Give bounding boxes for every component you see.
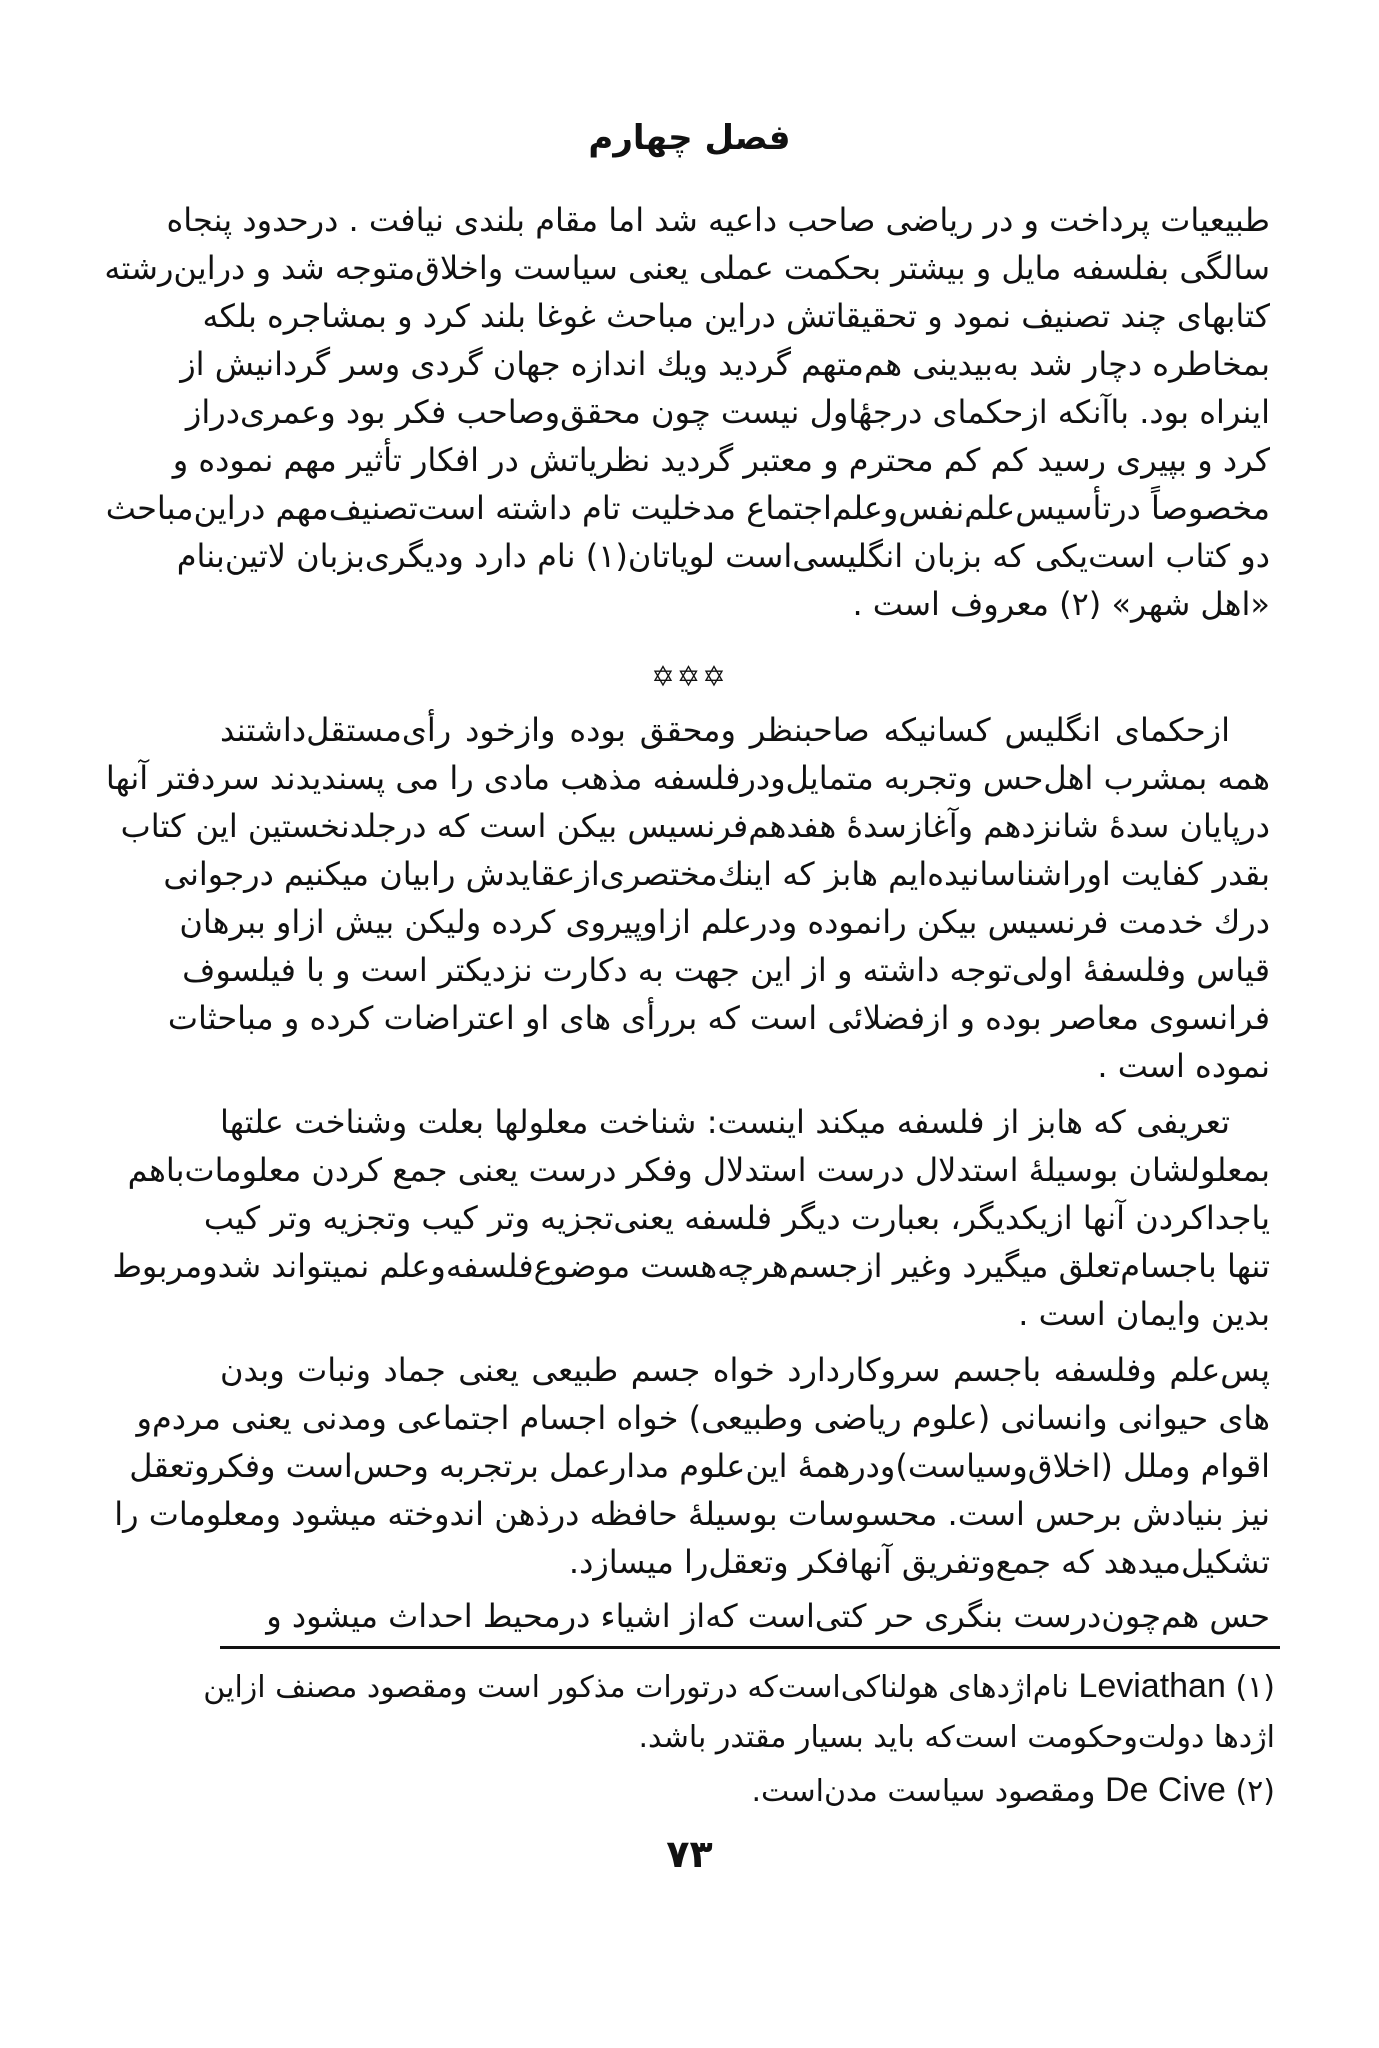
footnote-2: [225, 1764, 1275, 1816]
footnote-text: نام‌اژدهای هولناکی‌است‌که درتورات مذکور است ومقصود مصنف ازاین: [203, 1670, 1069, 1705]
text-line: تنها باجسام‌تعلق میگیرد وغیر ازجسم‌هرچه‌هست موضوع‌فلسفه‌وعلم نمیتواند شدومربوط: [112, 1247, 1270, 1285]
text-line: طبیعیات پرداخت و در ریاضی صاحب داعیه شد اما مقام بلندی نیافت . درحدود پنجاه: [166, 201, 1270, 239]
text-line: سالگی بفلسفه مایل و بیشتر بحکمت عملی یعنی سیاست واخلاق‌متوجه شد و دراین‌رشته: [104, 249, 1270, 287]
text-line: یاجداکردن آنها ازیکدیگر، بعبارت دیگر فلسفه یعنی‌تجزیه وتر کیب وتجزیه وتر کیب: [203, 1199, 1270, 1237]
footnotes: [203, 1660, 1275, 1816]
text-line: بقدر کفایت اوراشناسانیده‌ایم هابز که اینك‌مختصری‌ازعقایدش رابیان میکنیم درجوانی: [163, 855, 1270, 893]
text-line: های حیوانی وانسانی (علوم ریاضی وطبیعی) خواه اجسام اجتماعی ومدنی یعنی مردم‌و: [136, 1399, 1270, 1437]
section-divider-stars: ✡✡✡: [651, 660, 728, 693]
footnote-latin-term: De Cive: [1104, 1771, 1226, 1809]
text-line: درپایان سدهٔ شانزدهم وآغازسدهٔ هفدهم‌فرنسیس بیکن است که درجلدنخستین این کتاب: [120, 807, 1270, 845]
footnote-latin-term: Leviathan: [1078, 1667, 1226, 1705]
text-line: کرد و بپیری رسید کم کم محترم و معتبر گردید نظریاتش در افکار تأثیر مهم نموده و: [172, 441, 1270, 479]
footnote-number: (۱): [1235, 1670, 1275, 1705]
text-line: بمخاطره دچار شد به‌بیدینی هم‌متهم گردید ویك اندازه جهان گردی وسر گردانیش از: [180, 345, 1270, 383]
text-line: پس‌علم وفلسفه باجسم سروکاردارد خواه جسم طبیعی یعنی جماد ونبات وبدن: [220, 1351, 1270, 1389]
text-line: تشکیل‌میدهد که جمع‌وتفریق آنهافکر وتعقل‌را میسازد.: [568, 1543, 1270, 1581]
footnote-rule: [220, 1646, 1280, 1649]
text-line: فرانسوی معاصر بوده و ازفضلائی است که بررأی های او اعتراضات کرده و مباحثات: [167, 999, 1270, 1037]
footnote-number: (۲): [1235, 1774, 1275, 1809]
footnote-text: ومقصود سیاست مدن‌است.: [751, 1774, 1096, 1809]
footnote-1-continuation: اژدها دولت‌وحکومت است‌که باید بسیار مقتدر باشد.: [638, 1720, 1275, 1755]
text-line: همه بمشرب اهل‌حس وتجربه متمایل‌ودرفلسفه مذهب مادی را می پسندیدند سردفتر آنها: [105, 759, 1270, 797]
text-line: ازحکمای انگلیس کسانیکه صاحبنظر ومحقق بوده وازخود رأی‌مستقل‌داشتند: [220, 711, 1230, 749]
text-line: مخصوصاً درتأسیس‌علم‌نفس‌وعلم‌اجتماع مدخلیت تام داشته است‌تصنیف‌مهم دراین‌مباحث: [105, 489, 1270, 527]
text-line: دو کتاب است‌یکی که بزبان انگلیسی‌است لویاتان(۱) نام دارد ودیگری‌بزبان لاتین‌بنام: [176, 537, 1270, 575]
paragraph-3: [112, 1098, 1270, 1338]
chapter-heading: فصل چهارم: [588, 118, 791, 158]
text-line: نموده است .: [1097, 1047, 1270, 1085]
text-line: تعریفی که هابز از فلسفه میکند اینست: شناخت معلولها بعلت وشناخت علتها: [220, 1103, 1230, 1141]
text-line: بمعلولشان بوسیلهٔ استدلال درست استدلال وفکر درست یعنی جمع کردن معلومات‌باهم: [127, 1151, 1270, 1189]
text-line: «اهل شهر» (۲) معروف است .: [852, 585, 1270, 623]
paragraph-2: [105, 706, 1270, 1090]
paragraph-1: [104, 196, 1270, 628]
text-line: اینراه بود. باآنکه ازحکمای درجهٔاول نیست چون محقق‌وصاحب فکر بود وعمری‌دراز: [185, 393, 1270, 431]
page-number: ۷۳: [666, 1832, 713, 1876]
paragraph-5: [220, 1592, 1270, 1640]
text-line: حس هم‌چون‌درست بنگری حر کتی‌است که‌از اشیاء درمحیط احداث میشود و: [266, 1597, 1270, 1635]
text-line: قیاس وفلسفهٔ اولی‌توجه داشته و از این جهت به دکارت نزدیکتر است و با فیلسوف: [182, 951, 1270, 989]
text-line: بدین وایمان است .: [1018, 1295, 1270, 1333]
paragraph-4: [114, 1346, 1270, 1586]
text-line: نیز بنیادش برحس است. محسوسات بوسیلهٔ حافظه درذهن اندوخته میشود ومعلومات را: [114, 1495, 1270, 1533]
footnote-1: [203, 1660, 1275, 1712]
text-line: درك خدمت فرنسیس بیکن رانموده ودرعلم ازاوپیروی کرده ولیکن بیش ازاو ببرهان: [179, 903, 1270, 941]
text-line: اقوام وملل (اخلاق‌وسیاست)ودرهمهٔ این‌علوم مدارعمل برتجربه وحس‌است وفکروتعقل: [129, 1447, 1270, 1485]
text-line: کتابهای چند تصنیف نمود و تحقیقاتش دراین مباحث غوغا بلند کرد و بمشاجره بلکه: [202, 297, 1270, 335]
